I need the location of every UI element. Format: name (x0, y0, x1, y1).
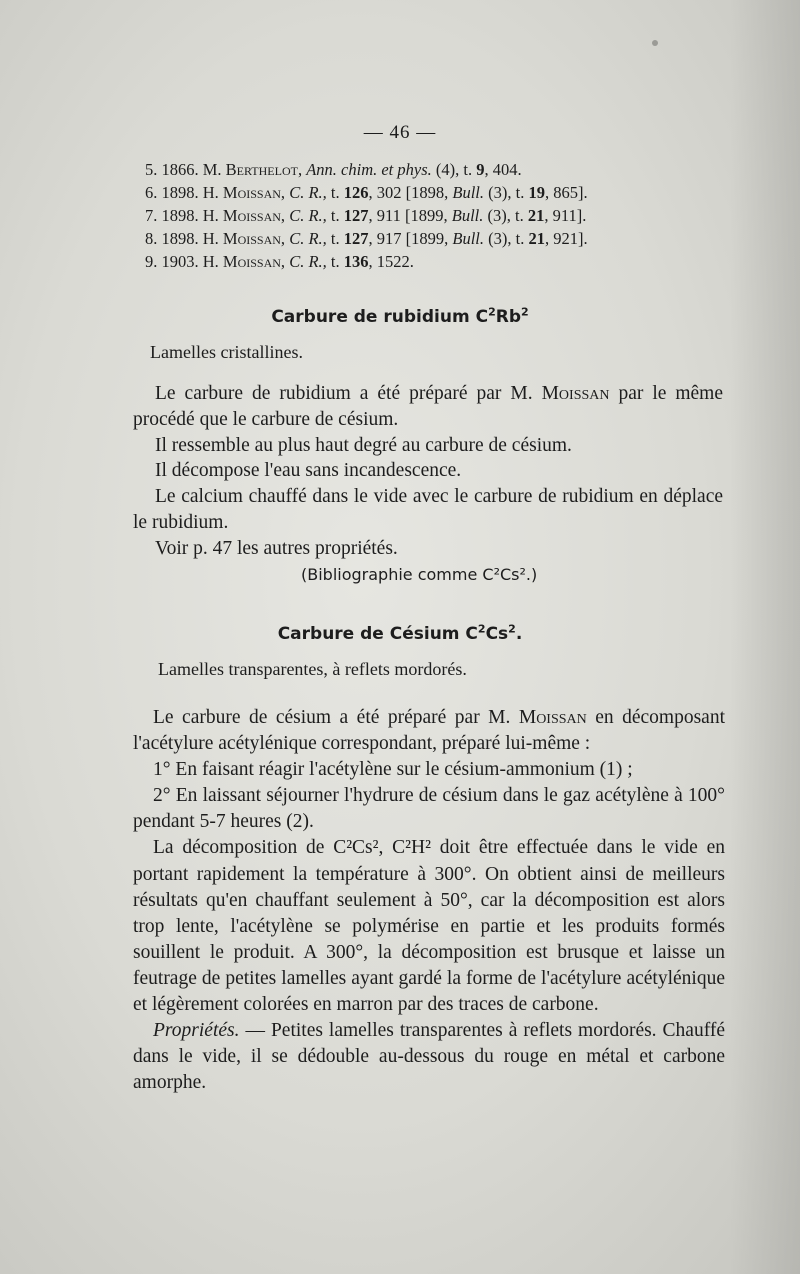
ref-rest4: , 865]. (544, 183, 588, 202)
subtitle-rubidium: Lamelles cristallines. (150, 342, 303, 362)
ref-num: 6. (145, 183, 158, 202)
title-sup: 2 (488, 305, 496, 319)
ref-num: 8. (145, 229, 158, 248)
ref-journal2: Bull. (451, 206, 484, 225)
ref-journal2: Bull. (452, 229, 484, 248)
paragraph: Le calcium chauffé dans le vide avec le carbure de rubidium en déplace le rubidium. (133, 486, 723, 533)
ref-rest1: (4), t. (431, 160, 477, 179)
ref-rest2: , 302 [1898, (368, 183, 453, 202)
title-end: . (515, 624, 523, 644)
section-title-rubidium (0, 307, 800, 327)
ref-author: M. Berthelot, (202, 160, 303, 179)
ref-vol2: 21 (527, 206, 545, 225)
ref-rest4: , 911]. (544, 206, 587, 225)
reference-line (145, 250, 765, 273)
ref-vol: 126 (343, 183, 369, 202)
ref-rest2: , 404. (484, 160, 522, 179)
paragraph: La décomposition de C²Cs², C²H² doit être effectuée dans le vide en portant rapidement la température à 300°. On obtient ainsi de meilleurs résultats qu'en chauffant seulement à 50°, car la décomposition est alors trop lente, l'acétylène se polymérise en partie et les produits formés souillent le produit. A 300°, la décomposition est brusque et laisse un feutrage de petites lamelles ayant gardé la forme de l'acétylure acétylénique et légèrement colorées en marron par des traces de carbone. (133, 837, 725, 1016)
properties-label: Propriétés. (153, 1020, 240, 1042)
ref-journal: C. R., (289, 252, 327, 271)
paragraph (133, 381, 723, 433)
ref-journal: C. R., (289, 183, 327, 202)
author-name: Moissan (518, 707, 587, 728)
ref-num: 5. (145, 160, 158, 179)
ref-vol2: 21 (528, 229, 545, 248)
paragraph: Voir p. 47 les autres propriétés. (155, 537, 398, 559)
ref-rest4: , 921]. (544, 229, 588, 248)
ref-vol: 127 (343, 206, 369, 225)
paragraph: 2° En laissant séjourner l'hydrure de césium dans le gaz acétylène à 100° pendant 5-7 heures (2). (133, 785, 725, 833)
ref-year: 1898. (161, 206, 199, 225)
subtitle-cesium: Lamelles transparentes, à reflets mordorés. (158, 659, 467, 679)
ref-year: 1898. (161, 229, 199, 248)
title-text: Carbure de Césium C (277, 624, 478, 644)
reference-line (145, 227, 765, 250)
ref-num: 9. (145, 252, 158, 271)
ref-author: H. Moissan, (202, 206, 286, 225)
paragraph (133, 1018, 725, 1096)
title-formula: Cs (485, 624, 509, 644)
ref-vol: 127 (343, 229, 369, 248)
bibliography-note: (Bibliographie comme C²Cs².) (301, 564, 538, 584)
reference-line (145, 181, 765, 204)
section-title-cesium (0, 624, 800, 644)
ref-rest1: t. (326, 206, 344, 225)
ref-journal: C. R., (289, 229, 327, 248)
ref-author: H. Moissan, (202, 252, 286, 271)
ref-vol: 136 (343, 252, 369, 271)
ref-year: 1866. (161, 160, 199, 179)
text: par le même procédé que le carbure de césium. (133, 383, 723, 430)
text: Le carbure de césium a été préparé par M. (153, 707, 519, 728)
title-sup: 2 (508, 622, 516, 636)
ref-rest3: (3), t. (484, 229, 529, 248)
reference-line (145, 158, 765, 181)
reference-line (145, 204, 765, 227)
ref-rest1: t. (326, 183, 344, 202)
ref-journal2: Bull. (452, 183, 484, 202)
ref-rest2: , 1522. (368, 252, 414, 271)
ref-vol: 9 (476, 160, 485, 179)
ref-rest1: t. (326, 252, 344, 271)
title-formula: Rb (495, 307, 521, 327)
title-sup: 2 (521, 305, 529, 319)
text: — Petites lamelles transparentes à reflets mordorés. Chauffé dans le vide, il se dédouble au-dessous du rouge en métal et carbone amorphe. (133, 1020, 725, 1094)
text: Le carbure de rubidium a été préparé par M. (155, 383, 542, 404)
ref-year: 1903. (161, 252, 199, 271)
ref-num: 7. (145, 206, 158, 225)
paragraph (133, 705, 725, 757)
title-text: Carbure de rubidium C (271, 307, 489, 327)
ref-rest3: (3), t. (484, 183, 529, 202)
cesium-body (133, 705, 725, 1096)
text: en décomposant l'acétylure acétylénique correspondant, préparé lui-même : (133, 707, 726, 755)
paragraph: Il ressemble au plus haut degré au carbure de césium. (155, 434, 572, 456)
ref-author: H. Moissan, (202, 183, 286, 202)
paragraph: Il décompose l'eau sans incandescence. (155, 460, 462, 482)
paragraph: 1° En faisant réagir l'acétylène sur le césium-ammonium (1) ; (153, 759, 633, 781)
ref-rest2: , 917 [1899, (368, 229, 453, 248)
rubidium-body (133, 381, 723, 587)
ref-journal: Ann. chim. et phys. (306, 160, 432, 179)
ref-vol2: 19 (528, 183, 545, 202)
ref-rest3: (3), t. (483, 206, 528, 225)
ref-author: H. Moissan, (202, 229, 286, 248)
author-name: Moissan (541, 383, 610, 404)
ink-spot (652, 40, 658, 46)
references-list (145, 158, 765, 273)
ref-year: 1898. (161, 183, 199, 202)
ref-rest1: t. (326, 229, 344, 248)
title-sup: 2 (477, 622, 486, 636)
ref-journal: C. R., (289, 206, 327, 225)
ref-rest2: , 911 [1899, (368, 206, 452, 225)
page-number: — 46 — (363, 122, 437, 143)
